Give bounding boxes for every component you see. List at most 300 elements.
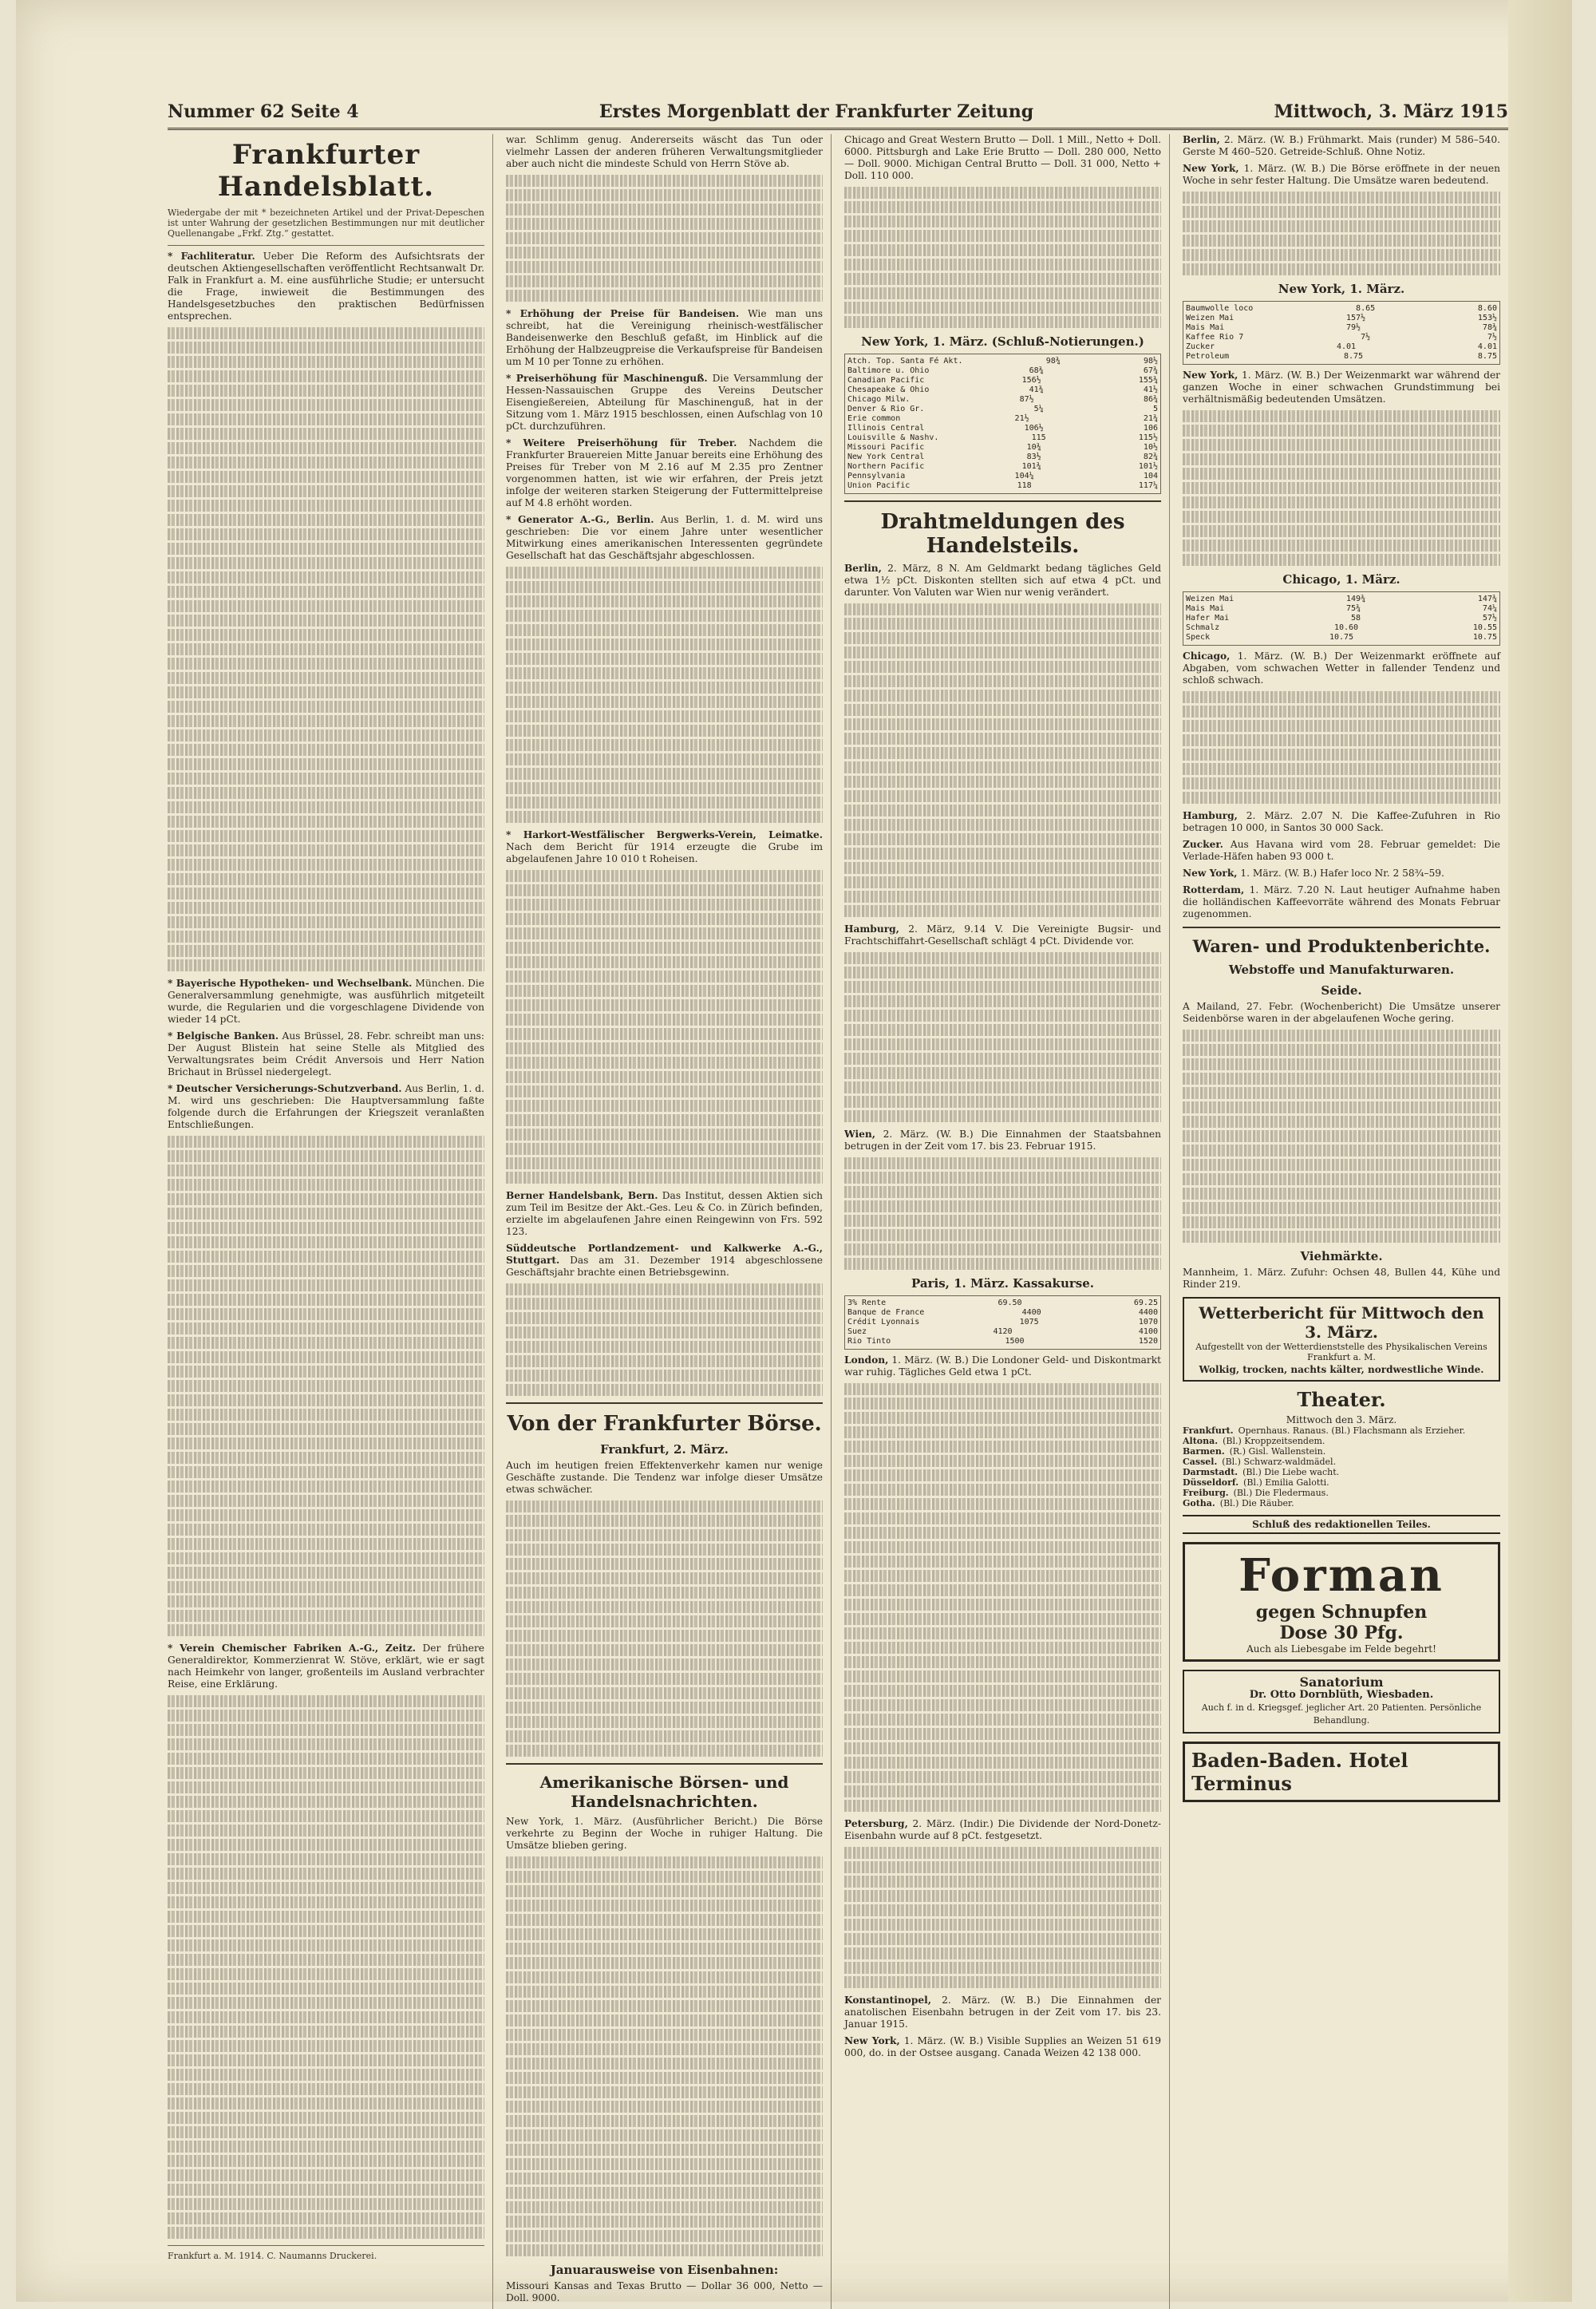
article-body: 1. März. 7.20 N. Laut heutiger Aufnahme haben die holländischen Kaffeevorräte während des Monats Februar zugenommen. bbox=[1183, 884, 1500, 919]
table-row bbox=[847, 376, 1158, 385]
article-body: 2. März. (W. B.) Die Einnahmen der Staatsbahnen betrugen in der Zeit vom 17. bis 23. Februar 1915. bbox=[844, 1129, 1161, 1152]
article-body: 1. März. (W. B.) Hafer loco Nr. 2 58¾–59. bbox=[1240, 868, 1444, 879]
theater-entry bbox=[1183, 1425, 1500, 1436]
article-body: Die Versammlung der Hessen-Nassauischen Gruppe des Vereins Deutscher Eisengießereien, Abteilung für Maschinenguß, hat in der Sitzung vom 1. März 1915 beschlossen, einen Aufschlag von 10 pCt. durchzuführen. bbox=[506, 373, 823, 432]
table-cell-value: 5 bbox=[1152, 405, 1158, 413]
article-heading: Berlin, bbox=[844, 563, 882, 574]
article-body: Aus Brüssel, 28. Febr. schreibt man uns: Der August Blistein hat seine Stelle als Mitglied des Verwaltungsrates beim Crédit Anversois und Herr Nation Brichaut in Brüssel niedergelegt. bbox=[168, 1030, 484, 1077]
theater-program: Opernhaus. Ranaus. (Bl.) Flachsmann als Erzieher. bbox=[1238, 1425, 1466, 1436]
railway-continuation: Chicago and Great Western Brutto — Doll. 1 Mill., Netto + Doll. 6000. Pittsburgh and Lake Erie Brutto — Doll. 280 000, Netto — Doll. 9000. Michigan Central Brutto — Doll. 31 000, Netto + Doll. 110 000. bbox=[844, 134, 1161, 181]
theater-list bbox=[1183, 1425, 1500, 1508]
theater-entry bbox=[1183, 1488, 1500, 1498]
table-row bbox=[1186, 304, 1497, 314]
article-ny-hafer bbox=[1183, 868, 1500, 880]
table-row bbox=[1186, 342, 1497, 352]
reprint-note: Wiedergabe der mit * bezeichneten Artikel und der Privat-Depeschen ist unter Wahrung der gesetzlichen Bestimmungen nur mit deutlicher Quellenangabe „Frkf. Ztg.“ gestattet. bbox=[168, 208, 484, 239]
text-block bbox=[168, 1136, 484, 1636]
article-body: Ueber Die Reform des Aufsichtsrats der deutschen Aktiengesellschaften veröffentlicht Rechtsanwalt Dr. Falk in Frankfurt a. M. eine ausführliche Studie; er untersucht die Frage, inwieweit die Bestimmungen des Handelsgesetzbuches den praktischen Bedürfnissen entsprechen. bbox=[168, 251, 484, 322]
theater-program: (Bl.) Die Räuber. bbox=[1219, 1498, 1294, 1508]
table-row bbox=[847, 424, 1158, 433]
table-cell-value: 10.60 bbox=[1333, 623, 1359, 632]
text-block bbox=[844, 1157, 1161, 1270]
article-belgische-banken bbox=[168, 1030, 484, 1078]
sanatorium-name: Dr. Otto Dornblüth, Wiesbaden. bbox=[1249, 1689, 1434, 1701]
table-cell-value: 10.75 bbox=[1329, 633, 1354, 642]
table-row bbox=[847, 1337, 1158, 1346]
text-block bbox=[1183, 691, 1500, 804]
railway-body: Missouri Kansas and Texas Brutto — Dollar 36 000, Netto — Doll. 9000. bbox=[506, 2280, 823, 2303]
article-body: 2. März. (W. B.) Frühmarkt. Mais (runder) M 586–540. Gerste M 460–520. Getreide-Schluß. Ohne Notiz. bbox=[1183, 134, 1501, 157]
text-block bbox=[168, 1695, 484, 2239]
article-heading: * Harkort-Westfälischer Bergwerks-Verein, Leimatke. bbox=[506, 829, 823, 840]
article-heading: Hamburg, bbox=[844, 923, 899, 935]
boerse-body: Auch im heutigen freien Effektenverkehr kamen nur wenige Geschäfte zustande. Die Tendenz war infolge dieser Umsätze etwas schwächer. bbox=[506, 1460, 823, 1495]
table-row bbox=[1186, 314, 1497, 323]
masthead bbox=[168, 96, 1508, 130]
table-cell-label: Northern Pacific bbox=[847, 462, 925, 471]
text-block bbox=[168, 327, 484, 971]
table-cell-value: 41¾ bbox=[1029, 385, 1044, 394]
table-row bbox=[847, 357, 1158, 366]
article-wien bbox=[844, 1129, 1161, 1153]
article-fachliteratur bbox=[168, 251, 484, 322]
paper-title: Erstes Morgenblatt der Frankfurter Zeitung bbox=[598, 101, 1034, 122]
table-cell-value: 75¾ bbox=[1346, 604, 1361, 613]
table-cell-value: 106 bbox=[1143, 424, 1158, 433]
text-block bbox=[506, 567, 823, 823]
article-body: 1. März. (W. B.) Visible Supplies an Weizen 51 619 000, do. in der Ostsee ausgang. Canada Weizen 42 138 000. bbox=[844, 2035, 1162, 2058]
column-1 bbox=[168, 134, 493, 2309]
article-zucker bbox=[1183, 839, 1500, 863]
theater-entry bbox=[1183, 1457, 1500, 1467]
article-heading: Petersburg, bbox=[844, 1818, 908, 1829]
ny-table-title: New York, 1. März. (Schluß-Notierungen.) bbox=[861, 334, 1144, 349]
forman-price: Dose 30 Pfg. bbox=[1279, 1623, 1404, 1643]
article-berlin-geld bbox=[844, 563, 1161, 599]
section-title: Frankfurter Handelsblatt. bbox=[217, 139, 435, 203]
table-row bbox=[847, 385, 1158, 395]
chicago-table-title: Chicago, 1. März. bbox=[1282, 572, 1400, 587]
table-cell-value: 7½ bbox=[1361, 333, 1371, 342]
article-body: Aus Havana wird vom 28. Februar gemeldet: Die Verlade-Häfen haben 93 000 t. bbox=[1183, 839, 1500, 862]
table-row bbox=[847, 1327, 1158, 1337]
issue-number: Nummer 62 Seite 4 bbox=[168, 101, 359, 122]
table-cell-value: 21½ bbox=[1014, 414, 1029, 423]
article-petersburg bbox=[844, 1818, 1161, 1842]
article-bandeisen bbox=[506, 308, 823, 368]
article-body: Der frühere Generaldirektor, Kommerzienrat W. Stöve, erklärt, wie er sagt nach Heimkehr von langer, großenteils im Ausland verbrachter Reise, eine Erklärung. bbox=[168, 1643, 484, 1690]
text-block bbox=[1183, 192, 1500, 275]
table-cell-label: Crédit Lyonnais bbox=[847, 1318, 920, 1326]
ny-commodity-title: New York, 1. März. bbox=[1278, 282, 1405, 296]
article-chicago bbox=[1183, 650, 1500, 686]
article-continuation: war. Schlimm genug. Andererseits wäscht das Tun oder vielmehr Lassen der anderen früheren Verwaltungsmitglieder aber auch nicht die mindeste Schuld von Herrn Stöve ab. bbox=[506, 134, 823, 169]
article-heading: Rotterdam, bbox=[1183, 884, 1245, 896]
theater-program: (Bl.) Emilia Galotti. bbox=[1243, 1477, 1329, 1488]
table-cell-label: Chesapeake & Ohio bbox=[847, 385, 930, 394]
table-cell-value: 57½ bbox=[1482, 614, 1497, 623]
issue-date: Mittwoch, 3. März 1915 bbox=[1274, 101, 1508, 122]
table-cell-value: 10.75 bbox=[1472, 633, 1497, 642]
text-block bbox=[506, 1856, 823, 2256]
text-block bbox=[1183, 410, 1500, 566]
table-cell-value: 79½ bbox=[1346, 323, 1361, 332]
american-body: New York, 1. März. (Ausführlicher Bericht.) Die Börse verkehrte zu Beginn der Woche in ruhiger Haltung. Die Umsätze blieben gering. bbox=[506, 1816, 823, 1851]
article-heading: New York, bbox=[1183, 163, 1239, 174]
theater-entry bbox=[1183, 1467, 1500, 1477]
theater-city: Freiburg. bbox=[1183, 1488, 1229, 1498]
american-heading: Amerikanische Börsen- und Handelsnachrichten. bbox=[539, 1773, 789, 1811]
theater-program: (Bl.) Die Fledermaus. bbox=[1233, 1488, 1329, 1498]
article-heading: Berlin, bbox=[1183, 134, 1220, 145]
forman-tagline: gegen Schnupfen bbox=[1255, 1602, 1428, 1623]
text-block bbox=[844, 952, 1161, 1122]
table-cell-label: Union Pacific bbox=[847, 481, 911, 490]
page-gutter bbox=[1508, 0, 1572, 2302]
article-heading: * Bayerische Hypotheken- und Wechselbank. bbox=[168, 978, 413, 989]
hotel-ad: Baden-Baden. Hotel Terminus bbox=[1183, 1742, 1500, 1802]
text-block bbox=[844, 1847, 1161, 1988]
table-row bbox=[847, 443, 1158, 453]
table-cell-label: Denver & Rio Gr. bbox=[847, 405, 925, 413]
article-body: Wie man uns schreibt, hat die Vereinigung rheinisch-westfälischer Bandeisenwerke den Beschluß gefaßt, im Hinblick auf die Erhöhung der Halbzeugpreise die Verkaufspreise für Bandeisen um M 10 per Tonne zu erhöhen. bbox=[506, 308, 824, 367]
theater-entry bbox=[1183, 1436, 1500, 1446]
chicago-table bbox=[1183, 591, 1500, 646]
text-block bbox=[844, 187, 1161, 328]
table-cell-label: Weizen Mai bbox=[1186, 314, 1235, 322]
article-body: Das am 31. Dezember 1914 abgeschlossene Geschäftsjahr brachte einen Betriebsgewinn. bbox=[506, 1255, 824, 1278]
table-cell-label: Chicago Milw. bbox=[847, 395, 911, 404]
article-body: Das Institut, dessen Aktien sich zum Teil im Besitze der Akt.-Ges. Leu & Co. in Zürich befinden, erzielte im abgelaufenen Jahre einen Reingewinn von Frs. 592 123. bbox=[506, 1190, 823, 1237]
text-block bbox=[844, 1383, 1161, 1812]
text-block bbox=[1183, 1030, 1500, 1243]
article-body: Nach dem Bericht für 1914 erzeugte die Grube im abgelaufenen Jahre 10 010 t Roheisen. bbox=[506, 841, 823, 864]
table-cell-value: 5¼ bbox=[1033, 405, 1044, 413]
article-body: Aus Berlin, 1. d. M. wird uns geschrieben: Die Hauptversammlung faßte folgende durch die Erfahrungen der Kriegszeit veranlaßten Entschließungen. bbox=[168, 1083, 484, 1130]
vieh-heading: Viehmärkte. bbox=[1300, 1249, 1383, 1263]
table-cell-value: 74¼ bbox=[1482, 604, 1497, 613]
table-cell-label: Pennsylvania bbox=[847, 472, 906, 480]
theater-heading: Theater. bbox=[1297, 1388, 1386, 1411]
table-cell-value: 4100 bbox=[1138, 1327, 1158, 1336]
table-cell-value: 1500 bbox=[1005, 1337, 1025, 1346]
table-cell-value: 7½ bbox=[1487, 333, 1497, 342]
table-cell-value: 10¾ bbox=[1026, 443, 1041, 452]
article-heading: Konstantinopel, bbox=[844, 1995, 931, 2006]
table-row bbox=[847, 481, 1158, 491]
table-cell-value: 98¾ bbox=[1045, 357, 1061, 366]
article-body: 2. März. (W. B.) Die Einnahmen der anatolischen Eisenbahn betrugen in der Zeit vom 17. bis 23. Januar 1915. bbox=[844, 1995, 1161, 2030]
article-heading: * Preiserhöhung für Maschinenguß. bbox=[506, 373, 708, 384]
table-cell-value: 69.50 bbox=[998, 1299, 1022, 1307]
table-cell-label: Canadian Pacific bbox=[847, 376, 925, 385]
text-block bbox=[506, 1500, 823, 1757]
table-cell-value: 1520 bbox=[1138, 1337, 1158, 1346]
theater-program: (Bl.) Kroppzeitsendem. bbox=[1223, 1436, 1325, 1446]
table-cell-value: 21¾ bbox=[1143, 414, 1158, 423]
article-heading: Süddeutsche Portlandzement- und Kalkwerke A.-G., Stuttgart. bbox=[506, 1243, 823, 1266]
article-body: 2. März, 8 N. Am Geldmarkt bedang tägliches Geld etwa 1½ pCt. Diskonten stellten sich auf etwa 4 pCt. und darunter. Von Valuten war Wien nur wenig verändert. bbox=[844, 563, 1161, 598]
table-cell-label: Rio Tinto bbox=[847, 1337, 891, 1346]
table-cell-value: 4.01 bbox=[1477, 342, 1497, 351]
article-harkort bbox=[506, 829, 823, 865]
article-heading: * Weitere Preiserhöhung für Treber. bbox=[506, 437, 737, 449]
weather-subtitle: Aufgestellt von der Wetterdienststelle des Physikalischen Vereins Frankfurt a. M. bbox=[1195, 1342, 1487, 1362]
table-cell-label: Mais Mai bbox=[1186, 604, 1225, 613]
article-maschinenguss bbox=[506, 373, 823, 433]
table-cell-value: 8.75 bbox=[1477, 352, 1497, 361]
boerse-dateline: Frankfurt, 2. März. bbox=[600, 1442, 729, 1457]
table-cell-value: 68¾ bbox=[1029, 366, 1044, 375]
columns bbox=[168, 134, 1508, 2303]
table-row bbox=[847, 1299, 1158, 1308]
table-cell-value: 101½ bbox=[1138, 462, 1158, 471]
table-cell-value: 8.75 bbox=[1344, 352, 1364, 361]
table-cell-label: Schmalz bbox=[1186, 623, 1220, 632]
article-heading: * Verein Chemischer Fabriken A.-G., Zeitz. bbox=[168, 1643, 417, 1654]
article-body: 1. März. (W. B.) Die Börse eröffnete in der neuen Woche in sehr fester Haltung. Die Umsätze waren bedeutend. bbox=[1183, 163, 1500, 186]
theater-city: Darmstadt. bbox=[1183, 1467, 1238, 1477]
theater-entry bbox=[1183, 1498, 1500, 1508]
theater-entry bbox=[1183, 1446, 1500, 1457]
seide-body: A Mailand, 27. Febr. (Wochenbericht) Die Umsätze unserer Seidenbörse waren in der abgelaufenen Woche gering. bbox=[1183, 1001, 1500, 1024]
table-cell-label: Louisville & Nashv. bbox=[847, 433, 939, 442]
article-heading: Hamburg, bbox=[1183, 810, 1238, 821]
article-heading: Wien, bbox=[844, 1129, 875, 1140]
theater-city: Düsseldorf. bbox=[1183, 1477, 1239, 1488]
table-cell-value: 117¼ bbox=[1138, 481, 1158, 490]
table-cell-value: 8.65 bbox=[1356, 304, 1376, 313]
article-heading: New York, bbox=[844, 2035, 900, 2046]
article-heading: New York, bbox=[1183, 370, 1238, 381]
theater-city: Cassel. bbox=[1183, 1457, 1218, 1467]
table-cell-value: 4120 bbox=[993, 1327, 1013, 1336]
table-cell-value: 118 bbox=[1017, 481, 1032, 490]
table-cell-value: 4.01 bbox=[1336, 342, 1357, 351]
article-berlin-frueh bbox=[1183, 134, 1500, 158]
table-row bbox=[847, 366, 1158, 376]
article-body: 2. März, 9.14 V. Die Vereinigte Bugsir- und Frachtschiffahrt-Gesellschaft schlägt 4 pCt. Dividende vor. bbox=[844, 923, 1161, 947]
table-cell-label: Atch. Top. Santa Fé Akt. bbox=[847, 357, 963, 366]
drahtmeldungen-heading: Drahtmeldungen des Handelsteils. bbox=[880, 510, 1125, 558]
table-cell-value: 98½ bbox=[1143, 357, 1158, 366]
text-block bbox=[506, 870, 823, 1184]
table-cell-value: 67¾ bbox=[1143, 366, 1158, 375]
table-cell-value: 104 bbox=[1143, 472, 1158, 480]
table-cell-value: 1070 bbox=[1138, 1318, 1158, 1326]
article-new-york-visible bbox=[844, 2035, 1161, 2059]
table-cell-value: 106½ bbox=[1024, 424, 1044, 433]
table-cell-value: 157½ bbox=[1346, 314, 1366, 322]
article-body: 1. März. (W. B.) Die Londoner Geld- und Diskontmarkt war ruhig. Tägliches Geld etwa 1 pCt. bbox=[844, 1354, 1162, 1378]
table-cell-label: Zucker bbox=[1186, 342, 1215, 351]
paris-table-title: Paris, 1. März. Kassakurse. bbox=[911, 1276, 1094, 1291]
table-row bbox=[847, 1308, 1158, 1318]
table-cell-label: Erie common bbox=[847, 414, 901, 423]
article-treber bbox=[506, 437, 823, 509]
theater-date: Mittwoch den 3. März. bbox=[1286, 1414, 1397, 1425]
article-chemische-fabriken bbox=[168, 1643, 484, 1690]
table-row bbox=[847, 414, 1158, 424]
table-cell-label: Baumwolle loco bbox=[1186, 304, 1254, 313]
table-cell-label: Speck bbox=[1186, 633, 1211, 642]
article-heading: London, bbox=[844, 1354, 889, 1366]
table-cell-value: 115½ bbox=[1138, 433, 1158, 442]
table-cell-value: 155¾ bbox=[1138, 376, 1158, 385]
table-cell-value: 86¾ bbox=[1143, 395, 1158, 404]
table-row bbox=[847, 472, 1158, 481]
table-cell-value: 115 bbox=[1031, 433, 1046, 442]
table-cell-value: 58 bbox=[1351, 614, 1361, 623]
table-cell-value: 78¾ bbox=[1482, 323, 1497, 332]
table-cell-label: Baltimore u. Ohio bbox=[847, 366, 930, 375]
weather-title: Wetterbericht für Mittwoch den 3. März. bbox=[1199, 1303, 1484, 1342]
editorial-end: Schluß des redaktionellen Teiles. bbox=[1183, 1515, 1500, 1534]
table-row bbox=[1186, 614, 1497, 623]
imprint: Frankfurt a. M. 1914. C. Naumanns Druckerei. bbox=[168, 2251, 377, 2261]
table-cell-label: Banque de France bbox=[847, 1308, 925, 1317]
table-cell-label: Mais Mai bbox=[1186, 323, 1225, 332]
table-row bbox=[1186, 595, 1497, 604]
theater-program: (Bl.) Die Liebe wacht. bbox=[1242, 1467, 1340, 1477]
article-versicherungs-schutzverband bbox=[168, 1083, 484, 1131]
waren-subheading: Webstoffe und Manufakturwaren. bbox=[1228, 963, 1455, 977]
table-cell-value: 87½ bbox=[1019, 395, 1034, 404]
table-cell-value: 147¾ bbox=[1477, 595, 1497, 603]
column-4 bbox=[1183, 134, 1508, 2309]
table-cell-value: 83½ bbox=[1026, 453, 1041, 461]
article-heading: Zucker. bbox=[1183, 839, 1223, 850]
boerse-heading: Von der Frankfurter Börse. bbox=[507, 1412, 822, 1436]
theater-city: Frankfurt. bbox=[1183, 1425, 1234, 1436]
weather-forecast: Wolkig, trocken, nachts kälter, nordwestliche Winde. bbox=[1199, 1364, 1484, 1375]
table-cell-value: 4400 bbox=[1021, 1308, 1041, 1317]
table-cell-label: Weizen Mai bbox=[1186, 595, 1235, 603]
theater-program: (R.) Gisl. Wallenstein. bbox=[1229, 1446, 1326, 1457]
table-cell-value: 4400 bbox=[1138, 1308, 1158, 1317]
column-2 bbox=[506, 134, 832, 2309]
article-konstantinopel bbox=[844, 1995, 1161, 2030]
text-block bbox=[506, 175, 823, 302]
newspaper-page bbox=[16, 0, 1572, 2302]
ny-commodity-table bbox=[1183, 301, 1500, 365]
article-body: Nachdem die Frankfurter Brauereien Mitte Januar bereits eine Erhöhung des Preises für Treber von M 2.16 auf M 2.35 pro Zentner vorgenommen hatten, ist wie wir erfahren, der Preis jetzt infolge der weiteren starken Steigerung der Futtermittelpreise auf M 4.8 erhöht worden. bbox=[506, 437, 823, 508]
table-cell-value: 8.60 bbox=[1477, 304, 1497, 313]
article-body: Aus Berlin, 1. d. M. wird uns geschrieben: Die vor einem Jahre unter wesentlicher Mitwirkung eines amerikanischen Interessenten gegründete Gesellschaft hat das Geschäftsjahr abgeschlossen. bbox=[506, 514, 824, 561]
article-body: 1. März. (W. B.) Der Weizenmarkt war während der ganzen Woche in einer schwachen Grundstimmung bei verhältnismäßig bedeutenden Umsätzen. bbox=[1183, 370, 1500, 405]
article-body: München. Die Generalversammlung genehmigte, was ausführlich mitgeteilt wurde, die Regularien und die vorgeschlagene Dividende von wieder 14 pCt. bbox=[168, 978, 485, 1025]
article-heading: * Deutscher Versicherungs-Schutzverband. bbox=[168, 1083, 402, 1094]
article-heading: Berner Handelsbank, Bern. bbox=[506, 1190, 658, 1201]
article-heading: * Belgische Banken. bbox=[168, 1030, 279, 1042]
table-row bbox=[1186, 604, 1497, 614]
article-new-york-boerse bbox=[1183, 163, 1500, 187]
table-cell-label: New York Central bbox=[847, 453, 925, 461]
table-cell-label: Hafer Mai bbox=[1186, 614, 1230, 623]
article-heading: * Fachliteratur. bbox=[168, 251, 255, 262]
table-row bbox=[847, 433, 1158, 443]
article-heading: Chicago, bbox=[1183, 650, 1231, 662]
table-row bbox=[847, 462, 1158, 472]
theater-city: Gotha. bbox=[1183, 1498, 1215, 1508]
table-cell-label: Missouri Pacific bbox=[847, 443, 925, 452]
forman-ad bbox=[1183, 1542, 1500, 1662]
table-cell-value: 69.25 bbox=[1133, 1299, 1158, 1307]
forman-brand: Forman bbox=[1238, 1549, 1444, 1602]
table-row bbox=[847, 405, 1158, 414]
seide-heading: Seide. bbox=[1321, 983, 1362, 998]
table-cell-value: 104¼ bbox=[1014, 472, 1034, 480]
sanatorium-ad bbox=[1183, 1670, 1500, 1734]
forman-note: Auch als Liebesgabe im Felde begehrt! bbox=[1246, 1643, 1436, 1655]
table-cell-label: Kaffee Rio 7 bbox=[1186, 333, 1244, 342]
theater-city: Barmen. bbox=[1183, 1446, 1225, 1457]
article-heading: * Generator A.-G., Berlin. bbox=[506, 514, 654, 525]
table-cell-value: 156½ bbox=[1021, 376, 1041, 385]
table-row bbox=[1186, 323, 1497, 333]
theater-entry bbox=[1183, 1477, 1500, 1488]
text-block bbox=[844, 603, 1161, 917]
article-generator bbox=[506, 514, 823, 562]
table-cell-label: Suez bbox=[847, 1327, 867, 1336]
article-heading: New York, bbox=[1183, 868, 1238, 879]
article-body: 2. März. (Indir.) Die Dividende der Nord-Donetz-Eisenbahn wurde auf 8 pCt. festgesetzt. bbox=[844, 1818, 1161, 1841]
theater-program: (Bl.) Schwarz-waldmädel. bbox=[1222, 1457, 1337, 1467]
table-cell-value: 101¾ bbox=[1021, 462, 1041, 471]
theater-city: Altona. bbox=[1183, 1436, 1219, 1446]
article-bayerische-hypotheken bbox=[168, 978, 484, 1026]
article-rotterdam bbox=[1183, 884, 1500, 920]
table-cell-value: 153½ bbox=[1477, 314, 1497, 322]
table-cell-label: Petroleum bbox=[1186, 352, 1230, 361]
article-body: 2. März. 2.07 N. Die Kaffee-Zufuhren in Rio betragen 10 000, in Santos 30 000 Sack. bbox=[1183, 810, 1500, 833]
table-cell-value: 10.55 bbox=[1472, 623, 1497, 632]
article-portlandzement bbox=[506, 1243, 823, 1279]
paris-table bbox=[844, 1295, 1161, 1350]
waren-heading: Waren- und Produktenberichte. bbox=[1192, 936, 1491, 956]
table-row bbox=[1186, 633, 1497, 642]
sanatorium-note: Auch f. in d. Kriegsgef. jeglicher Art. 20 Patienten. Persönliche Behandlung. bbox=[1201, 1702, 1482, 1726]
table-cell-value: 10½ bbox=[1143, 443, 1158, 452]
table-cell-value: 82¾ bbox=[1143, 453, 1158, 461]
article-berner-handelsbank bbox=[506, 1190, 823, 1238]
table-row bbox=[847, 1318, 1158, 1327]
railway-heading: Januarausweise von Eisenbahnen: bbox=[550, 2263, 779, 2277]
weather-box bbox=[1183, 1297, 1500, 1382]
vieh-body: Mannheim, 1. März. Zufuhr: Ochsen 48, Bullen 44, Kühe und Rinder 219. bbox=[1183, 1267, 1500, 1290]
table-row bbox=[1186, 623, 1497, 633]
table-cell-value: 41½ bbox=[1143, 385, 1158, 394]
article-ny-weizen bbox=[1183, 370, 1500, 405]
article-body: 1. März. (W. B.) Der Weizenmarkt eröffnete auf Abgaben, vom schwachen Wetter in fallender Tendenz und schloß schwach. bbox=[1183, 650, 1501, 686]
article-london bbox=[844, 1354, 1161, 1378]
sanatorium-title: Sanatorium bbox=[1299, 1674, 1384, 1690]
article-hamburg bbox=[844, 923, 1161, 947]
column-3 bbox=[844, 134, 1170, 2309]
table-cell-value: 1075 bbox=[1019, 1318, 1039, 1326]
table-row bbox=[1186, 352, 1497, 362]
table-cell-label: Illinois Central bbox=[847, 424, 925, 433]
table-cell-value: 149¾ bbox=[1346, 595, 1366, 603]
ny-stock-table bbox=[844, 354, 1161, 494]
table-row bbox=[847, 453, 1158, 462]
text-block bbox=[506, 1283, 823, 1396]
table-row bbox=[847, 395, 1158, 405]
article-hamburg-kaffee bbox=[1183, 810, 1500, 834]
article-heading: * Erhöhung der Preise für Bandeisen. bbox=[506, 308, 740, 319]
table-cell-label: 3% Rente bbox=[847, 1299, 887, 1307]
table-row bbox=[1186, 333, 1497, 342]
